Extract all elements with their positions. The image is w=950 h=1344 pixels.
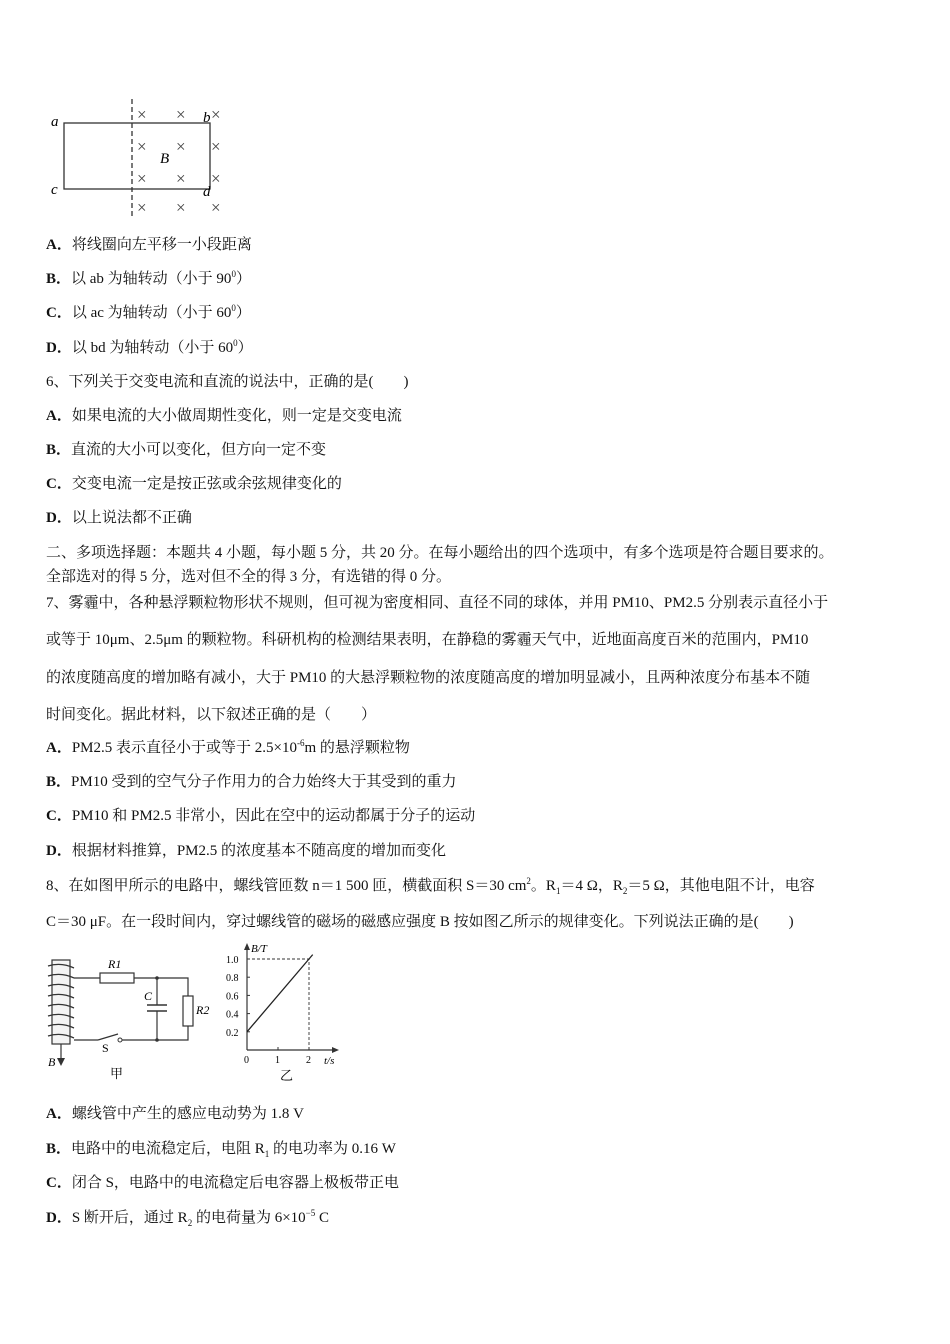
option-label: C． <box>46 1175 72 1191</box>
option-text: 电路中的电流稳定后，电阻 R <box>71 1141 265 1157</box>
label-C: C <box>144 989 153 1003</box>
switch-contact <box>118 1038 122 1042</box>
y-tick-label: 0.2 <box>226 1027 239 1039</box>
series-line-B-vs-t <box>247 955 313 1032</box>
q6-option-d <box>46 508 192 528</box>
option-label: D． <box>46 510 72 526</box>
q8-stem-line1 <box>46 876 815 896</box>
option-label: C． <box>46 476 72 492</box>
option-tail: m 的悬浮颗粒物 <box>304 740 410 756</box>
degree-sup: 0 <box>231 303 236 313</box>
q8-option-d <box>46 1208 329 1228</box>
coil-field-figure <box>40 95 240 220</box>
wire-right-bottom <box>120 1026 188 1040</box>
option-tail: ） <box>235 271 251 287</box>
q7-option-a <box>46 738 410 758</box>
option-text: 的电荷量为 6×10 <box>192 1210 306 1226</box>
q6-stem: 6、下列关于交变电流和直流的说法中，正确的是( ) <box>46 374 409 390</box>
cross-mark: × <box>137 169 147 188</box>
x-axis-arrow <box>332 1047 339 1053</box>
option-text: 闭合 S，电路中的电流稳定后电容器上极板带正电 <box>71 1175 399 1191</box>
option-label: A． <box>46 1106 72 1122</box>
exponent: -6 <box>296 738 305 748</box>
wire-top-right <box>134 978 188 996</box>
label-d: d <box>203 184 211 200</box>
q8-option-c <box>46 1173 399 1193</box>
x-tick-label: 1 <box>275 1055 280 1066</box>
q8-text: ＝4 Ω，R <box>560 878 623 894</box>
q5-option-c <box>46 303 251 323</box>
q5-option-b <box>46 269 251 289</box>
option-label: B． <box>46 442 72 458</box>
q8-text: 。R <box>530 878 556 894</box>
degree-sup: 0 <box>231 269 236 279</box>
caption-jia: 甲 <box>110 1066 124 1081</box>
cross-mark: × <box>176 105 186 124</box>
label-c: c <box>51 182 58 198</box>
cross-mark: × <box>176 198 186 217</box>
label-S: S <box>102 1041 109 1055</box>
option-label: D． <box>46 340 72 356</box>
y-axis-arrow <box>244 943 250 950</box>
option-label: D． <box>46 1210 72 1226</box>
label-B: B <box>48 1055 56 1069</box>
cross-mark: × <box>137 105 147 124</box>
junction-bottom <box>155 1038 159 1042</box>
q8-text: ＝5 Ω，其他电阻不计，电容 <box>627 878 815 894</box>
cross-mark: × <box>211 105 221 124</box>
option-text: 螺线管中产生的感应电动势为 1.8 V <box>71 1106 304 1122</box>
switch-S <box>98 1034 118 1040</box>
q5-option-a <box>46 235 252 255</box>
option-text: PM10 和 PM2.5 非常小，因此在空中的运动都属于分子的运动 <box>71 808 476 824</box>
option-label: B． <box>46 774 72 790</box>
option-label: C． <box>46 808 72 824</box>
q6-option-b <box>46 440 326 460</box>
x-tick-label: 2 <box>306 1055 311 1066</box>
section2-heading-line1: 二、多项选择题：本题共 4 小题，每小题 5 分，共 20 分。在每小题给出的四个选项中，有多个选项是符合题目要求的。 <box>46 545 834 561</box>
option-tail: 的电功率为 0.16 W <box>269 1141 396 1157</box>
label-field-B: B <box>160 151 170 167</box>
option-text: S 断开后，通过 R <box>71 1210 188 1226</box>
q8-option-a <box>46 1104 304 1124</box>
junction-top <box>155 976 159 980</box>
cross-mark: × <box>137 137 147 156</box>
subscript: 1 <box>264 1149 270 1159</box>
q7-stem-line3: 的浓度随高度的增加略有减小，大于 PM10 的大悬浮颗粒物的浓度随高度的增加明显减小，且两种浓度分布基本不随 <box>46 670 811 686</box>
resistor-R1 <box>100 973 134 983</box>
option-text: 以 ac 为轴转动（小于 60 <box>71 305 232 321</box>
subscript: 2 <box>622 886 628 896</box>
option-text: 直流的大小可以变化，但方向一定不变 <box>71 442 327 458</box>
y-tick-label: 0.4 <box>226 1009 239 1021</box>
x-tick-label: 0 <box>244 1055 249 1066</box>
option-text: PM10 受到的空气分子作用力的合力始终大于其受到的重力 <box>71 774 457 790</box>
q7-option-b <box>46 772 456 792</box>
option-label: C． <box>46 305 72 321</box>
q5-option-d <box>46 338 253 358</box>
subscript: 2 <box>187 1218 193 1228</box>
cross-mark: × <box>211 137 221 156</box>
option-text: 以 ab 为轴转动（小于 90 <box>71 271 232 287</box>
cross-mark: × <box>137 198 147 217</box>
caption-yi: 乙 <box>280 1068 294 1083</box>
q6-option-a <box>46 406 402 426</box>
section2-heading-line2: 全部选对的得 5 分，选对但不全的得 3 分，有选错的得 0 分。 <box>46 569 452 585</box>
option-label: A． <box>46 237 72 253</box>
circuit-figure-jia <box>40 948 220 1088</box>
q8-text: 8、在如图甲所示的电路中，螺线管匝数 n＝1 500 匝，横截面积 S＝30 cm <box>46 878 527 894</box>
option-label: A． <box>46 408 72 424</box>
option-text: 将线圈向左平移一小段距离 <box>71 237 252 253</box>
q8-option-b <box>46 1139 396 1159</box>
option-label: A． <box>46 740 72 756</box>
label-R1: R1 <box>108 957 122 971</box>
option-text: 根据材料推算，PM2.5 的浓度基本不随高度的增加而变化 <box>71 843 447 859</box>
option-label: B． <box>46 1141 72 1157</box>
option-text: 如果电流的大小做周期性变化，则一定是交变电流 <box>71 408 402 424</box>
option-tail: ） <box>237 340 253 356</box>
option-text: PM2.5 表示直径小于或等于 2.5×10 <box>71 740 297 756</box>
x-axis-label: t/s <box>324 1055 335 1067</box>
resistor-R2 <box>183 996 193 1026</box>
option-text: 以上说法都不正确 <box>71 510 192 526</box>
cross-mark: × <box>211 198 221 217</box>
option-tail: ） <box>235 305 251 321</box>
exponent: −5 <box>305 1208 316 1218</box>
y-tick-label: 0.8 <box>226 973 239 985</box>
B-arrowhead <box>57 1058 65 1066</box>
q7-option-c <box>46 806 475 826</box>
solenoid-core <box>52 960 70 1044</box>
label-R2: R2 <box>196 1003 210 1017</box>
q7-stem-line4: 时间变化。据此材料，以下叙述正确的是（ ） <box>46 707 377 723</box>
option-tail: C <box>315 1210 330 1226</box>
degree-sup: 0 <box>233 338 238 348</box>
cross-mark: × <box>176 137 186 156</box>
graph-figure-yi <box>222 940 352 1085</box>
option-text: 交变电流一定是按正弦或余弦规律变化的 <box>71 476 342 492</box>
option-label: D． <box>46 843 72 859</box>
y-tick-label: 0.6 <box>226 991 239 1003</box>
cross-mark: × <box>211 169 221 188</box>
option-text: 以 bd 为轴转动（小于 60 <box>71 340 234 356</box>
y-axis-label: B/T <box>251 943 267 955</box>
option-label: B． <box>46 271 72 287</box>
y-tick-label: 1.0 <box>226 955 239 966</box>
q8-stem-line2: C＝30 μF。在一段时间内，穿过螺线管的磁场的磁感应强度 B 按如图乙所示的规律变化。下列说法正确的是( ) <box>46 914 794 930</box>
subscript: 1 <box>555 886 561 896</box>
q6-option-c <box>46 474 342 494</box>
q7-stem-line2: 或等于 10μm、2.5μm 的颗粒物。科研机构的检测结果表明，在静稳的雾霾天气中，近地面高度百米的范围内，PM10 <box>46 632 809 648</box>
exponent: 2 <box>526 876 531 886</box>
q7-stem-line1: 7、雾霾中，各种悬浮颗粒物形状不规则，但可视为密度相同、直径不同的球体，并用 PM10、PM2.5 分别表示直径小于 <box>46 595 829 611</box>
cross-mark: × <box>176 169 186 188</box>
label-b: b <box>203 110 211 126</box>
q7-option-d <box>46 841 446 861</box>
label-a: a <box>51 114 59 130</box>
